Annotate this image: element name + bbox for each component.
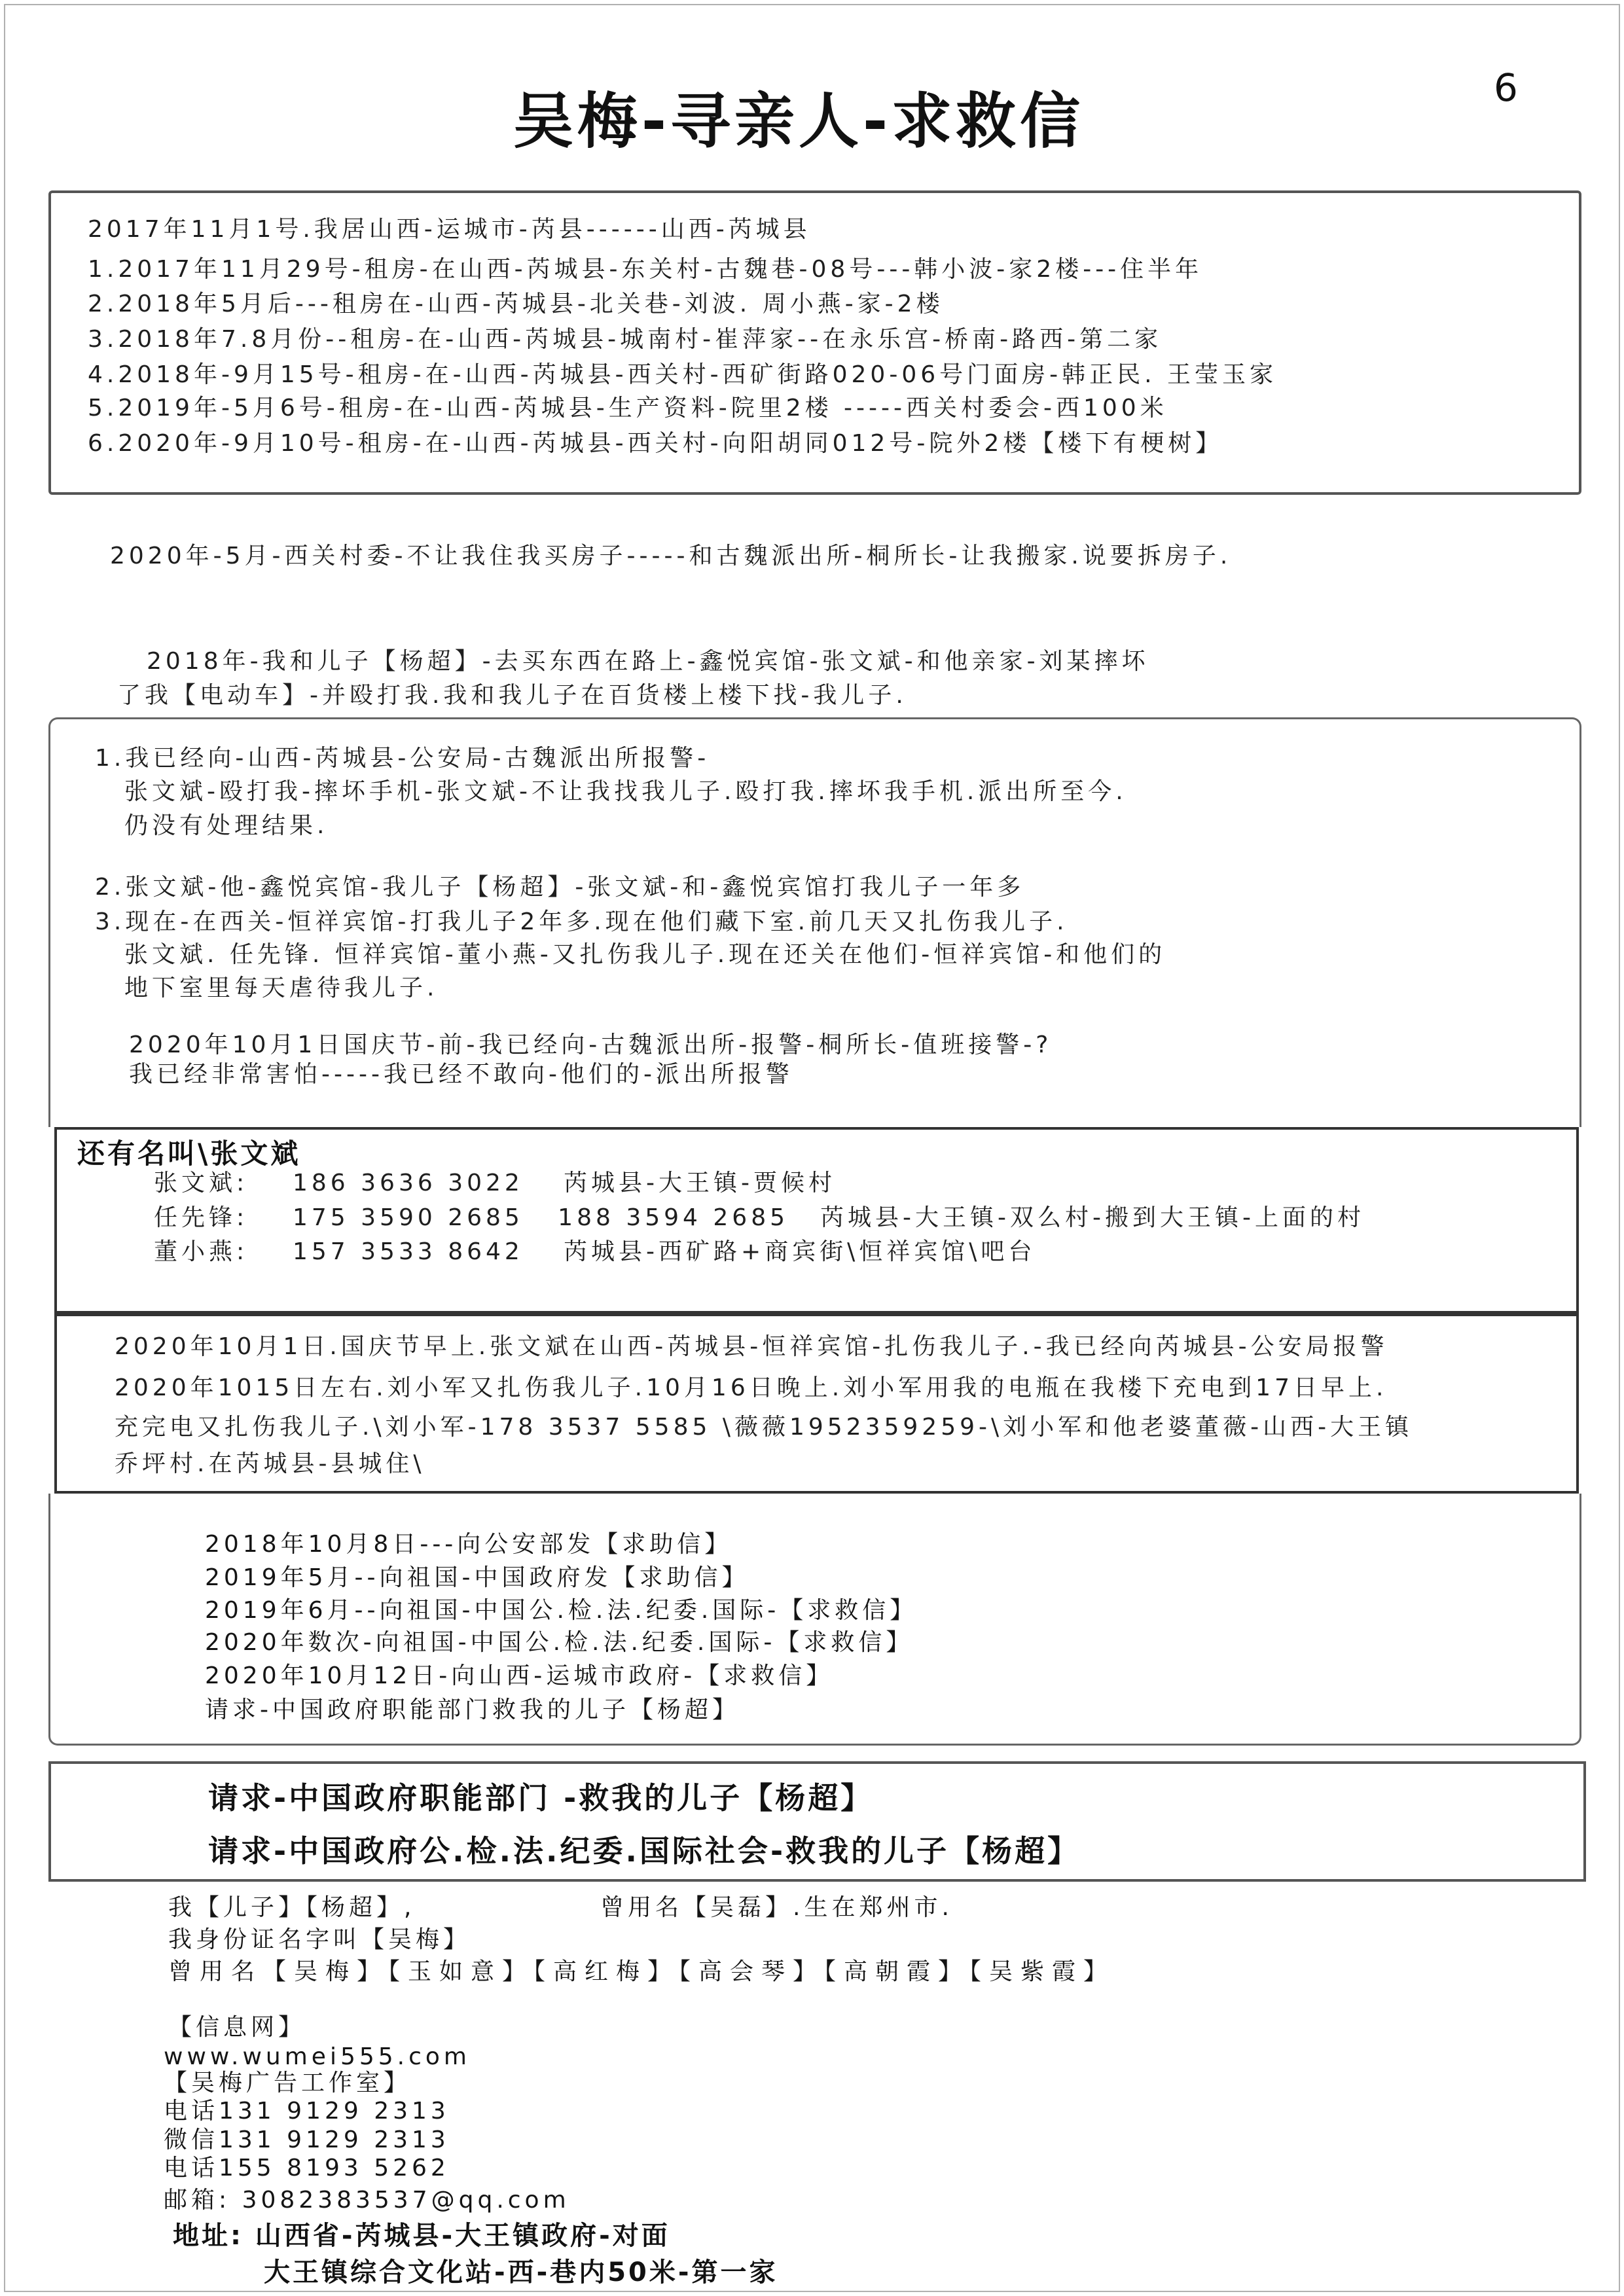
address-line: 地址: 山西省-芮城县-大王镇政府-对面	[173, 2221, 670, 2251]
incident-line: 充完电又扎伤我儿子.\刘小军-178 3537 5585 \薇薇1952359259-\刘小军和他老婆董薇-山西-大王镇	[115, 1414, 1413, 1441]
email: 邮箱: 3082383537@qq.com	[164, 2187, 570, 2214]
address-line: 大王镇综合文化站-西-巷内50米-第一家	[264, 2257, 778, 2287]
report-line: 2020年10月1日国庆节-前-我已经向-古魏派出所-报警-桐所长-值班接警-?	[129, 1031, 1053, 1058]
former-names: 曾用名【吴梅】【玉如意】【高红梅】【高会琴】【高朝霞】【吴紫霞】	[168, 1958, 1115, 1985]
contact-name: 董小燕:	[154, 1238, 249, 1265]
phone-1: 电话131 9129 2313	[164, 2098, 450, 2125]
contact-name: 任先锋:	[154, 1204, 249, 1231]
report-line: 张文斌-殴打我-摔坏手机-张文斌-不让我找我儿子.殴打我.摔坏我手机.派出所至今.	[124, 778, 1127, 805]
report-line: 1.我已经向-山西-芮城县-公安局-古魏派出所报警-	[95, 745, 710, 772]
incident-line: 2020年1015日左右.刘小军又扎伤我儿子.10月16日晚上.刘小军用我的电瓶在我楼下充电到17日早上.	[115, 1374, 1388, 1401]
son-name: 我【儿子】【杨超】,	[168, 1894, 416, 1921]
appeal-line: 2020年数次-向祖国-中国公.检.法.纪委.国际-【求救信】	[205, 1629, 914, 1656]
report-line: 3.现在-在西关-恒祥宾馆-打我儿子2年多.现在他们藏下室.前几天又扎伤我儿子.	[95, 908, 1068, 935]
contact-address: 芮城县-大王镇-双么村-搬到大王镇-上面的村	[820, 1204, 1365, 1231]
incident-line: 乔坪村.在芮城县-县城住\	[115, 1450, 425, 1477]
page-title: 吴梅-寻亲人-求救信	[513, 86, 1085, 156]
appeal-line: 请求-中国政府职能部门救我的儿子【杨超】	[205, 1696, 740, 1723]
wechat: 微信131 9129 2313	[164, 2126, 450, 2153]
phone-2: 电话155 8193 5262	[164, 2155, 450, 2181]
appeal-line: 2019年5月--向祖国-中国政府发【求助信】	[205, 1564, 749, 1591]
residence-intro: 2017年11月1号.我居山西-运城市-芮县------山西-芮城县	[88, 216, 811, 243]
residence-item: 4.2018年-9月15号-租房-在-山西-芮城县-西关村-西矿街路020-06号门面房-韩正民. 王莹玉家	[88, 361, 1277, 388]
appeal-line: 2020年10月12日-向山西-运城市政府-【求救信】	[205, 1662, 834, 1689]
contacts-heading: 还有名叫\张文斌	[77, 1138, 301, 1170]
contact-address: 芮城县-大王镇-贾候村	[564, 1170, 836, 1196]
studio-name: 【吴梅广告工作室】	[164, 2070, 412, 2096]
report-line: 张文斌. 任先锋. 恒祥宾馆-董小燕-又扎伤我儿子.现在还关在他们-恒祥宾馆-和他们的	[124, 941, 1166, 968]
id-name: 我身份证名字叫【吴梅】	[168, 1926, 471, 1953]
website: www.wumei555.com	[164, 2043, 471, 2070]
contact-name: 张文斌:	[154, 1170, 249, 1196]
residence-item: 1.2017年11月29号-租房-在山西-芮城县-东关村-古魏巷-08号---韩小波-家2楼---住半年	[88, 256, 1203, 283]
info-network-label: 【信息网】	[168, 2014, 306, 2041]
appeal-line: 2018年10月8日---向公安部发【求助信】	[205, 1531, 732, 1558]
residence-item: 5.2019年-5月6号-租房-在-山西-芮城县-生产资料-院里2楼 -----西关村委会-西100米	[88, 395, 1168, 422]
report-line: 我已经非常害怕-----我已经不敢向-他们的-派出所报警	[129, 1061, 793, 1088]
report-line: 2.张文斌-他-鑫悦宾馆-我儿子【杨超】-张文斌-和-鑫悦宾馆打我儿子一年多	[95, 874, 1025, 901]
contact-address: 芮城县-西矿路+商宾街\恒祥宾馆\吧台	[564, 1238, 1036, 1265]
contact-phones: 186 3636 3022	[293, 1170, 524, 1196]
appeal-line: 2019年6月--向祖国-中国公.检.法.纪委.国际-【求救信】	[205, 1597, 918, 1624]
paragraph-2020: 2020年-5月-西关村委-不让我住我买房子-----和古魏派出所-桐所长-让我搬家.说要拆房子.	[110, 543, 1232, 569]
report-line: 仍没有处理结果.	[124, 812, 329, 839]
paragraph-2018-line: 2018年-我和儿子【杨超】-去买东西在路上-鑫悦宾馆-张文斌-和他亲家-刘某摔坏	[147, 648, 1149, 675]
incident-line: 2020年10月1日.国庆节早上.张文斌在山西-芮城县-恒祥宾馆-扎伤我儿子.-我已经向芮城县-公安局报警	[115, 1333, 1388, 1360]
son-former-name: 曾用名【吴磊】.生在郑州市.	[600, 1894, 953, 1921]
page-number: 6	[1494, 65, 1518, 110]
contact-phones: 175 3590 2685 188 3594 2685	[293, 1204, 789, 1231]
residence-item: 3.2018年7.8月份--租房-在-山西-芮城县-城南村-崔萍家--在永乐宫-桥南-路西-第二家	[88, 326, 1163, 353]
report-line: 地下室里每天虐待我儿子.	[124, 975, 439, 1001]
residence-item: 6.2020年-9月10号-租房-在-山西-芮城县-西关村-向阳胡同012号-院外2楼【楼下有梗树】	[88, 430, 1223, 457]
paragraph-2018-line: 了我【电动车】-并殴打我.我和我儿子在百货楼上楼下找-我儿子.	[117, 682, 907, 709]
contact-phones: 157 3533 8642	[293, 1238, 524, 1265]
request-line: 请求-中国政府公.检.法.纪委.国际社会-救我的儿子【杨超】	[208, 1833, 1081, 1869]
residence-item: 2.2018年5月后---租房在-山西-芮城县-北关巷-刘波. 周小燕-家-2楼	[88, 291, 944, 317]
request-line: 请求-中国政府职能部门 -救我的儿子【杨超】	[208, 1780, 874, 1816]
